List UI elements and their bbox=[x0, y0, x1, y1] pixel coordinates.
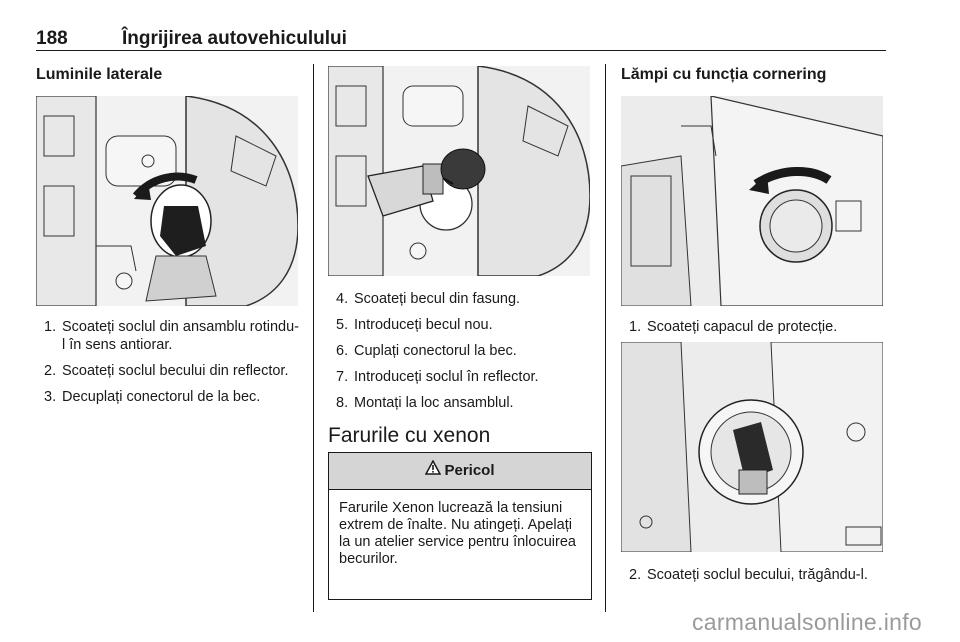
step-number: 1. bbox=[629, 319, 642, 335]
step-text: Cuplați conectorul la bec. bbox=[354, 343, 517, 359]
step-text: Introduceți becul nou. bbox=[354, 317, 493, 333]
step-7 bbox=[328, 368, 593, 386]
step-2 bbox=[621, 566, 886, 584]
step-number: 5. bbox=[336, 317, 349, 333]
steps-list-bulb-replacement bbox=[328, 290, 593, 420]
steps-list-cornering-b bbox=[621, 566, 886, 592]
illustration-protective-cap bbox=[621, 96, 883, 306]
danger-title: Pericol bbox=[444, 462, 495, 479]
step-2 bbox=[36, 362, 301, 380]
illustration-socket-pull bbox=[621, 342, 883, 552]
step-number: 1. bbox=[44, 319, 57, 335]
column-divider-1 bbox=[313, 64, 314, 612]
illustration-side-light-socket bbox=[36, 96, 298, 306]
section-heading-side-lights: Luminile laterale bbox=[36, 66, 163, 83]
step-number: 2. bbox=[629, 567, 642, 583]
step-text: Montați la loc ansamblul. bbox=[354, 395, 514, 411]
socket-pull-drawing bbox=[621, 342, 883, 552]
step-text: Scoateți capacul de protecție. bbox=[647, 319, 838, 335]
step-number: 6. bbox=[336, 343, 349, 359]
steps-list-side-lights bbox=[36, 318, 301, 414]
step-text: Scoateți soclul becului, trăgându-l. bbox=[647, 567, 868, 583]
step-number: 2. bbox=[44, 363, 57, 379]
step-1 bbox=[621, 318, 886, 336]
warning-triangle-icon bbox=[425, 453, 441, 489]
column-divider-2 bbox=[605, 64, 606, 612]
danger-text: Farurile Xenon lucrează la tensiuni extrem de înalte. Nu atingeți. Apelați la un atelier service pentru înlocuirea becurilor. bbox=[339, 500, 576, 567]
page-number: 188 bbox=[36, 28, 68, 49]
section-heading-xenon: Farurile cu xenon bbox=[328, 424, 491, 447]
steps-list-cornering-a bbox=[621, 318, 886, 344]
step-number: 7. bbox=[336, 369, 349, 385]
step-6 bbox=[328, 342, 593, 360]
step-number: 4. bbox=[336, 291, 349, 307]
step-text: Scoateți soclul becului din reflector. bbox=[62, 363, 289, 379]
step-text: Scoateți becul din fasung. bbox=[354, 291, 521, 307]
watermark: carmanualsonline.info bbox=[691, 609, 922, 635]
step-text: Scoateți soclul din ansamblu rotindu-l în sens antiorar. bbox=[62, 319, 299, 353]
step-number: 8. bbox=[336, 395, 349, 411]
illustration-bulb-removal bbox=[328, 66, 590, 276]
section-heading-cornering-lamps: Lămpi cu funcția cornering bbox=[621, 66, 827, 83]
danger-header bbox=[329, 453, 591, 490]
step-1 bbox=[36, 318, 301, 354]
step-3 bbox=[36, 388, 301, 406]
step-text: Decuplați conectorul de la bec. bbox=[62, 389, 261, 405]
step-8 bbox=[328, 394, 593, 412]
step-number: 3. bbox=[44, 389, 57, 405]
step-5 bbox=[328, 316, 593, 334]
step-text: Introduceți soclul în reflector. bbox=[354, 369, 539, 385]
side-light-socket-drawing bbox=[36, 96, 298, 306]
chapter-title: Îngrijirea autovehiculului bbox=[122, 28, 347, 49]
protective-cap-drawing bbox=[621, 96, 883, 306]
page-header bbox=[36, 28, 886, 51]
bulb-removal-drawing bbox=[328, 66, 590, 276]
danger-box bbox=[328, 452, 592, 600]
step-4 bbox=[328, 290, 593, 308]
